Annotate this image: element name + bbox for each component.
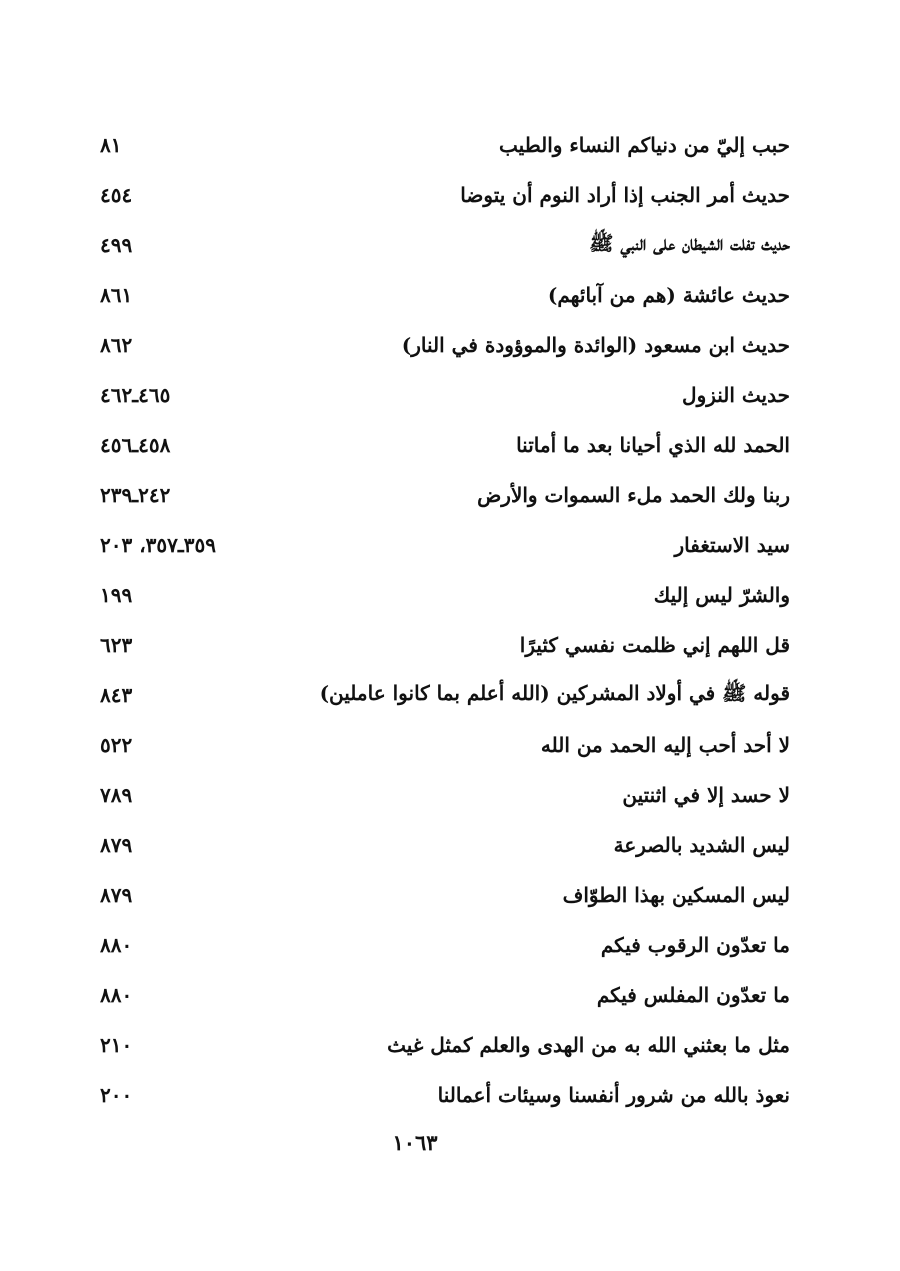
entry-pages: ٢١٠: [100, 1033, 133, 1057]
entry-pages: ٨٤٣: [100, 683, 133, 707]
hadith-index-list: [100, 120, 790, 1120]
entry-pages: ٢٠٠: [100, 1083, 133, 1107]
entry-title: ليس المسكين بهذا الطوّاف: [562, 883, 790, 907]
index-entry: [100, 620, 790, 670]
entry-title: الحمد لله الذي أحيانا بعد ما أماتنا: [516, 433, 790, 457]
entry-title: والشرّ ليس إليك: [653, 583, 790, 607]
index-entry: [100, 220, 790, 270]
index-entry: [100, 570, 790, 620]
index-entry: [100, 370, 790, 420]
entry-title: حبب إليّ من دنياكم النساء والطيب: [499, 133, 790, 157]
index-entry: [100, 270, 790, 320]
entry-pages: ٤٩٩: [100, 233, 133, 257]
entry-pages: ٢٤٢ـ٢٣٩: [100, 483, 171, 507]
entry-pages: ٤٦٥ـ٤٦٢: [100, 383, 171, 407]
entry-title: ما تعدّون الرقوب فيكم: [600, 933, 790, 957]
entry-title: حديث تفلت الشيطان على النبي ﷺ: [589, 230, 790, 255]
entry-title: ليس الشديد بالصرعة: [613, 833, 790, 857]
entry-pages: ٦٢٣: [100, 633, 133, 657]
entry-title: لا أحد أحب إليه الحمد من الله: [540, 733, 790, 757]
entry-title: حديث أمر الجنب إذا أراد النوم أن يتوضا: [460, 183, 790, 207]
index-entry: [100, 770, 790, 820]
entry-pages: ٨٦١: [100, 283, 133, 307]
index-entry: [100, 170, 790, 220]
entry-pages: ٥٢٢: [100, 733, 133, 757]
entry-pages: ٤٥٨ـ٤٥٦: [100, 433, 171, 457]
entry-title: لا حسد إلا في اثنتين: [622, 783, 790, 807]
index-entry: [100, 520, 790, 570]
entry-title: قل اللهم إني ظلمت نفسي كثيرًا: [519, 633, 790, 657]
index-entry: [100, 320, 790, 370]
index-entry: [100, 1070, 790, 1120]
entry-title: حديث ابن مسعود (الوائدة والموؤودة في النار): [401, 333, 790, 357]
entry-title: حديث النزول: [682, 383, 790, 407]
entry-pages: ٨٨٠: [100, 933, 133, 957]
entry-pages: ٨١: [100, 133, 122, 157]
index-entry: [100, 1020, 790, 1070]
entry-pages: ٨٧٩: [100, 883, 133, 907]
index-entry: [100, 670, 790, 720]
index-entry: [100, 720, 790, 770]
index-entry: [100, 420, 790, 470]
index-entry: [100, 920, 790, 970]
entry-pages: ١٩٩: [100, 583, 133, 607]
index-entry: [100, 470, 790, 520]
entry-title: قوله ﷺ في أولاد المشركين (الله أعلم بما كانوا عاملين): [319, 680, 790, 705]
entry-title: حديث عائشة (هم من آبائهم): [547, 283, 790, 307]
entry-title: سيد الاستغفار: [674, 533, 790, 557]
index-entry: [100, 120, 790, 170]
entry-pages: ٨٨٠: [100, 983, 133, 1007]
entry-pages: ٨٦٢: [100, 333, 133, 357]
page-number: ١٠٦٣: [392, 1130, 438, 1155]
entry-pages: ٧٨٩: [100, 783, 133, 807]
entry-title: ربنا ولك الحمد ملء السموات والأرض: [477, 483, 790, 507]
index-entry: [100, 870, 790, 920]
entry-pages: ٨٧٩: [100, 833, 133, 857]
entry-pages: ٤٥٤: [100, 183, 133, 207]
entry-title: مثل ما بعثني الله به من الهدى والعلم كمثل غيث: [387, 1033, 790, 1057]
entry-pages: ٣٥٩ـ٣٥٧، ٢٠٣: [100, 533, 216, 557]
entry-title: ما تعدّون المفلس فيكم: [596, 983, 790, 1007]
index-entry: [100, 820, 790, 870]
index-entry: [100, 970, 790, 1020]
entry-title: نعوذ بالله من شرور أنفسنا وسيئات أعمالنا: [437, 1083, 790, 1107]
